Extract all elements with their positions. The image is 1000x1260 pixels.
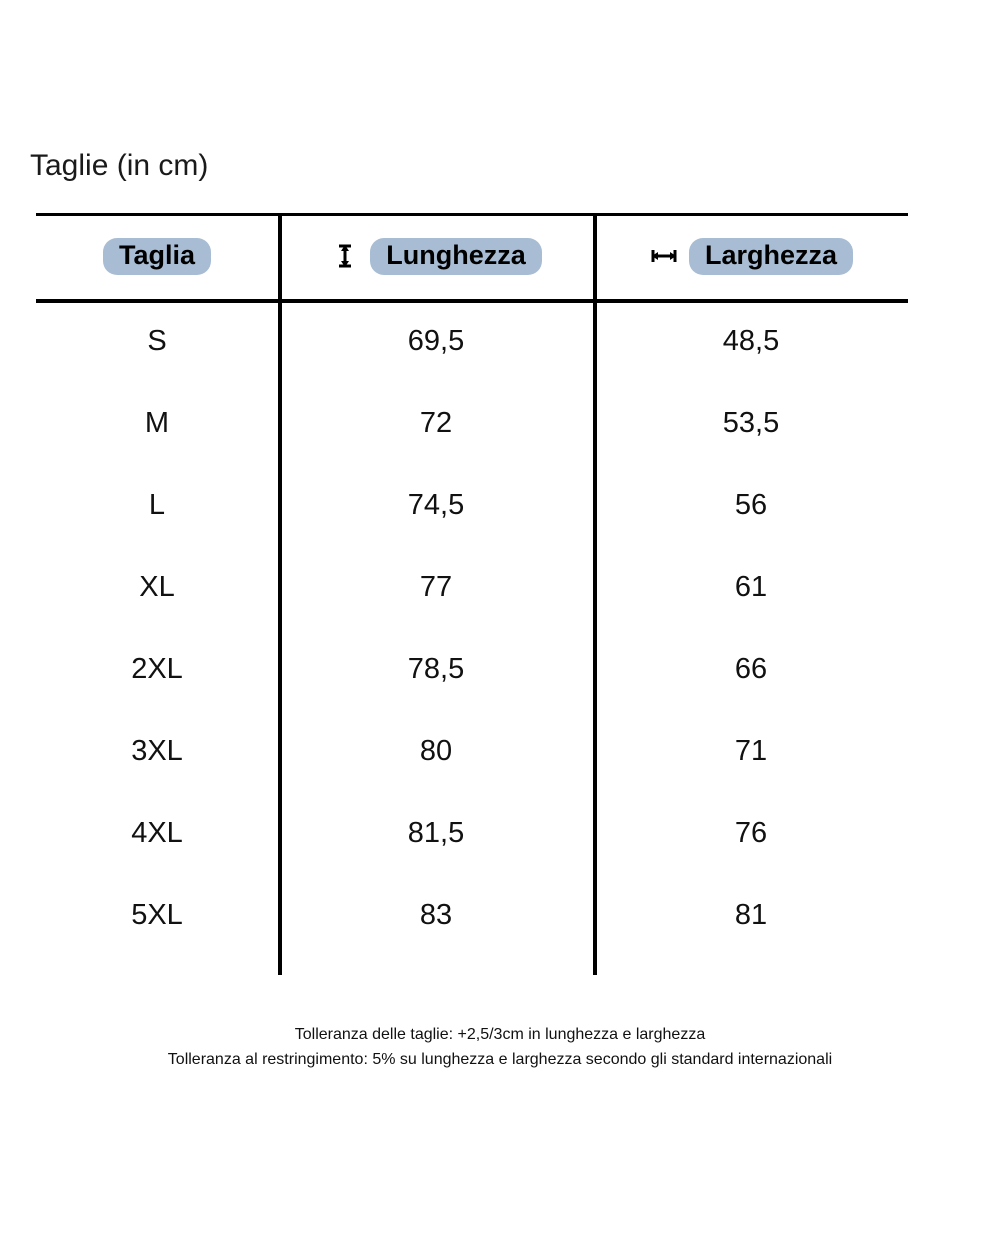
table-header-row [36,212,908,300]
cell-width: 53,5 [722,407,780,439]
column-header-length [278,212,594,300]
column-header-width [594,212,908,300]
cell-width: 71 [734,735,768,767]
cell-length: 77 [419,571,453,603]
table-header [36,212,908,300]
column-header-width-label: Larghezza [689,238,853,275]
table-row [36,382,908,464]
table-body [36,300,908,956]
cell-size: S [147,325,167,357]
tolerance-note-sizes: Tolleranza delle taglie: +2,5/3cm in lunghezza e larghezza [294,1026,706,1043]
table-row [36,546,908,628]
table-row [36,874,908,956]
cell-size: 2XL [131,653,183,685]
column-header-size-label: Taglia [103,238,211,275]
cell-width: 81 [734,899,768,931]
cell-length: 80 [419,735,453,767]
cell-width: 56 [734,489,768,521]
cell-size: M [144,407,170,439]
cell-width: 61 [734,571,768,603]
table-row [36,792,908,874]
cell-size: 3XL [131,735,183,767]
cell-length: 74,5 [407,489,465,521]
table-row [36,710,908,792]
column-header-length-label: Lunghezza [370,238,542,275]
tolerance-note-shrinkage: Tolleranza al restringimento: 5% su lunghezza e larghezza secondo gli standard internazionali [167,1051,833,1068]
cell-width: 48,5 [722,325,780,357]
page-title: Taglie (in cm) [30,149,209,182]
cell-length: 72 [419,407,453,439]
cell-length: 81,5 [407,817,465,849]
column-header-size [36,212,278,300]
cell-size: L [148,489,166,521]
vertical-arrow-icon [330,241,360,271]
cell-length: 83 [419,899,453,931]
table-row [36,628,908,710]
cell-width: 66 [734,653,768,685]
size-table-wrapper [36,212,908,956]
tolerance-notes [0,1022,1000,1072]
cell-size: 4XL [131,817,183,849]
cell-length: 69,5 [407,325,465,357]
cell-size: XL [139,571,175,603]
table-row [36,300,908,382]
cell-size: 5XL [131,899,183,931]
cell-length: 78,5 [407,653,465,685]
cell-width: 76 [734,817,768,849]
table-row [36,464,908,546]
size-table [36,212,908,956]
horizontal-arrow-icon [649,241,679,271]
